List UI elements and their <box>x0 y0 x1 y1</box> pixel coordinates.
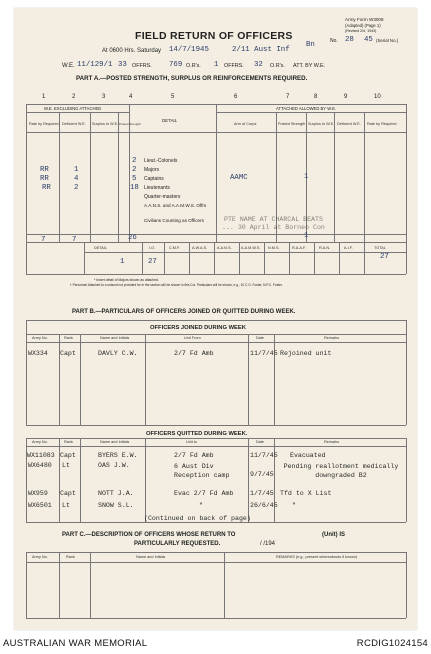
date: 1/7/45 <box>250 490 274 497</box>
breakdown-header: R.A.N. <box>319 246 331 250</box>
quitted-col-header: Rank <box>64 440 73 444</box>
date: 11/7/45 <box>250 452 278 459</box>
breakdown-header: R.A.A.F. <box>292 246 306 250</box>
sheet-year-value: 45 <box>364 36 373 44</box>
col-number: 3 <box>102 94 106 100</box>
we-group-label: W.E. EXCLUDING ATTACHED <box>44 106 102 111</box>
col1-value: RR <box>40 166 49 174</box>
rank-row-label: Majors <box>144 167 160 173</box>
part-c-heading-b: PARTICULARLY REQUESTED. <box>134 541 221 547</box>
col2-value: 1 <box>74 166 79 174</box>
part-c-col-header: Rank <box>66 555 75 559</box>
rank-row-label: Civilians Counting as Officers <box>144 218 204 223</box>
rank-row-label: Captains <box>144 176 164 182</box>
quitted-heading: OFFICERS QUITTED DURING WEEK. <box>146 431 248 437</box>
or-label: O.R's. <box>186 63 201 69</box>
rank: Capt <box>60 452 76 459</box>
unit-suffix: Bn <box>306 41 315 49</box>
army-form-number: Army Form W3008 <box>345 17 384 22</box>
col2-value: 2 <box>74 184 79 192</box>
rank: Lt <box>62 462 70 469</box>
col-number: 1 <box>42 94 46 100</box>
sub-header: Posted Strength <box>278 122 306 126</box>
date: 26/6/45 <box>250 502 278 509</box>
unit: 2/7 Fd Amb <box>174 452 214 459</box>
unit: " <box>199 502 203 509</box>
date-value: 14/7/1945 <box>169 46 209 54</box>
breakdown-header: C.M.F. <box>169 246 180 250</box>
totals-col2: 7 <box>72 236 77 244</box>
date: 9/7/45 <box>250 471 274 478</box>
rank-row-label: Lieut.-Colonels <box>144 158 178 164</box>
att-group-label: ATTACHED ALLOWED BY W.E. <box>276 106 337 111</box>
offrs-value: 33 <box>118 61 127 69</box>
offrs-label: OFFRS. <box>132 63 152 69</box>
quitted-col-header: Army No. <box>32 440 48 444</box>
sub-header: Arm of Corps <box>234 122 257 126</box>
remarks: Evacuated <box>290 452 326 459</box>
typed-note: PTE NAME AT CHARCAL BEATS <box>224 216 323 223</box>
rank: Lt <box>62 502 70 509</box>
or-label-2: O.R's. <box>270 63 285 69</box>
rank-row-label: Lieutenants <box>144 185 170 191</box>
part-b-heading: PART B.—PARTICULARS OF OFFICERS JOINED OR QUITTED DURING WEEK. <box>72 309 296 315</box>
footnote: * Insert detail of Majors shown as attached. <box>94 278 159 282</box>
part-c-col-header: REMARKS (e.g., present whereabouts if known) <box>276 555 358 559</box>
unit-value: 2/11 Aust Inf <box>232 46 290 54</box>
sub-header: Surplus to W.E. <box>308 122 335 126</box>
col-number: 6 <box>234 94 238 100</box>
col4-value: 2 <box>132 166 137 174</box>
part-c-unit: (Unit) IS <box>322 532 345 538</box>
breakdown-header: I.O. <box>149 246 156 250</box>
typed-note: ... 30 April at Borneo Con <box>222 224 325 231</box>
totals-col4: 26 <box>128 234 137 242</box>
quitted-col-header: Unit to <box>186 440 197 444</box>
col2-value: 4 <box>74 175 79 183</box>
att-label: ATT. BY W.E. <box>293 63 326 69</box>
army-no: WX6480 <box>28 462 52 469</box>
offrs-value-2: 1 <box>214 61 219 69</box>
col6-arm: AAMC <box>230 174 248 182</box>
breakdown-header: N.M.S. <box>268 246 280 250</box>
col4-value: 5 <box>132 175 137 183</box>
breakdown-header: A.I.F. <box>344 246 353 250</box>
joined-col-header: Remarks <box>324 336 340 340</box>
col4-value: 18 <box>130 184 139 192</box>
army-form-sub2: (Revised 2/4, 1943) <box>345 29 377 33</box>
sub-header: Surplus to W.E. <box>92 122 119 126</box>
totals-col1: 7 <box>41 236 46 244</box>
archive-footer <box>0 632 431 654</box>
joined-col-header: Date <box>256 336 265 340</box>
army-no: WX6501 <box>28 502 52 509</box>
col-number: 4 <box>129 94 133 100</box>
breakdown-header: A.W.A.S. <box>192 246 208 250</box>
name: NOTT J.A. <box>98 490 134 497</box>
or-value: 769 <box>169 61 183 69</box>
rank-row-label: A.A.N.S. and A.A.M.W.S. Offrs <box>144 203 207 208</box>
breakdown-value: 27 <box>148 258 157 266</box>
sheet-no-value: 28 <box>345 36 354 44</box>
remarks: Rejoined unit <box>280 350 332 357</box>
col-number: 9 <box>344 94 348 100</box>
sub-header: Deficient W.E. <box>62 122 86 126</box>
unit: 6 Aust Div Reception camp <box>174 463 230 479</box>
quitted-col-header: Name and Initials <box>100 440 130 444</box>
col4-value: 2 <box>132 157 137 165</box>
or-value-2: 32 <box>254 61 263 69</box>
name: DAVLY C.W. <box>98 350 138 357</box>
remarks: " <box>292 502 296 509</box>
part-c-heading: PART C.—DESCRIPTION OF OFFICERS WHOSE RETURN TO <box>62 532 236 538</box>
quitted-col-header: Date <box>256 440 265 444</box>
army-form-sub1: (Adapted) (Page 1) <box>345 23 381 28</box>
breakdown-value: 27 <box>380 253 389 261</box>
col1-value: RR <box>42 184 51 192</box>
joined-col-header: Name and Initials <box>100 336 130 340</box>
col1-value: RR <box>40 175 49 183</box>
joined-col-header: Unit From <box>184 336 201 340</box>
breakdown-header: A.A.N.S. <box>217 246 232 250</box>
col7-value: 1 <box>304 173 309 181</box>
part-c-date-blank: / /194 <box>260 541 276 547</box>
sub-header: Deficient W.E. <box>337 122 361 126</box>
col-number: 5 <box>171 94 175 100</box>
breakdown-header: A.A.M.W.S. <box>241 246 261 250</box>
col-number: 7 <box>286 94 290 100</box>
remarks: Pending reallotment medically downgraded B2 <box>283 463 399 479</box>
joined-col-header: Rank <box>64 336 73 340</box>
detail-label: DETAIL <box>162 118 178 123</box>
col-number: 8 <box>314 94 318 100</box>
name: SNOW S.L. <box>98 502 134 509</box>
sub-header: Rate by Required <box>29 122 59 126</box>
rank-row-label: Quarter-masters <box>144 194 181 200</box>
breakdown-header: DETAIL <box>94 246 108 250</box>
sheet-no-label: No. <box>330 38 338 44</box>
form-title: FIELD RETURN OF OFFICERS <box>135 30 293 42</box>
totals-col7: 1 <box>304 232 309 240</box>
joined-col-header: Army No. <box>32 336 48 340</box>
col-number: 10 <box>374 94 381 100</box>
we-prefix: W.E. <box>62 63 75 69</box>
breakdown-value: 1 <box>120 258 125 266</box>
army-no: WX334 <box>28 350 48 357</box>
offrs-label-2: OFFRS. <box>224 63 244 69</box>
serial-label: (Serial No.) <box>376 38 399 43</box>
breakdown-header: TOTAL <box>374 246 386 250</box>
army-no: WX11083 <box>27 452 55 459</box>
col-number: 2 <box>72 94 76 100</box>
part-c-col-header: Army No. <box>32 555 48 559</box>
name: OAS J.W. <box>98 462 130 469</box>
unit: 2/7 Fd Amb <box>174 350 214 357</box>
unit: Evac 2/7 Fd Amb <box>174 490 234 497</box>
continued-note: (Continued on back of page) <box>144 515 251 522</box>
date: 11/7/45 <box>250 350 278 357</box>
sub-header: Posted Strength <box>119 122 141 126</box>
rank: Capt <box>60 350 76 357</box>
quitted-col-header: Remarks <box>324 440 340 444</box>
sub-header: Rate by Required <box>367 122 397 126</box>
joined-heading: OFFICERS JOINED DURING WEEK <box>150 325 246 331</box>
date-line-label: At 0600 Hrs. Saturday <box>102 48 162 54</box>
footer-source: AUSTRALIAN WAR MEMORIAL <box>3 638 148 649</box>
part-c-col-header: Name and Initials <box>136 555 166 559</box>
remarks: Tfd to X List <box>280 490 332 497</box>
form-page <box>14 8 417 630</box>
footer-id: RCDIG1024154 <box>356 638 428 649</box>
name: BYERS E.W. <box>98 452 138 459</box>
footnote: † Personnel Attached to a subunit not provided for in the section will be shown in this Col. Particulars will be shown, e.g., 10 C.O. Foster, N.P.C. Foster. <box>70 283 283 287</box>
rank: Capt <box>60 490 76 497</box>
we-value: 11/129/1 <box>77 61 113 69</box>
army-no: WX959 <box>28 490 48 497</box>
part-a-heading: PART A.—POSTED STRENGTH, SURPLUS OR REINFORCEMENTS REQUIRED. <box>76 75 308 82</box>
